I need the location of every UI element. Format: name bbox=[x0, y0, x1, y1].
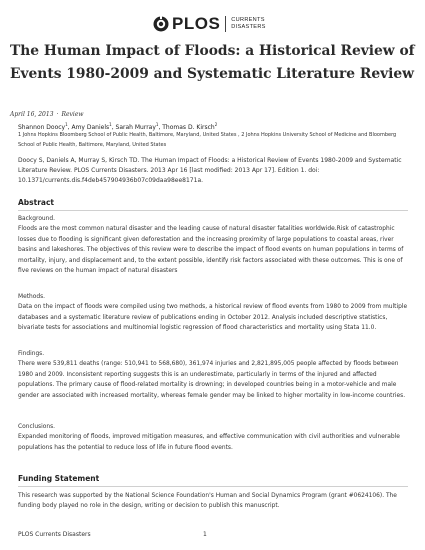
findings-text: There were 539,811 deaths (range: 510,941 to 568,680), 361,974 injuries and 2,821,895,005 people affected by floods between 1980 and 2009. Inconsistent reporting suggests this is an underestimate, particularly in terms of the injured and affected populations. The primary cause of flood-related mortality is drowning; in developed countries being in a motor-vehicle and male gender are associated with increased mortality, whereas female gender may be linked to higher mortality in low-income countries. bbox=[18, 361, 406, 399]
abstract-background bbox=[18, 214, 410, 276]
plos-logo-icon bbox=[153, 16, 169, 32]
article-type: Review bbox=[61, 111, 84, 118]
background-text: Floods are the most common natural disaster and the leading cause of natural disaster fatalities worldwide.Risk of catastrophic losses due to flooding is significant given deforestation and the increasing proximity of large populations to coastal areas, river basins and lakeshores. The objectives of this review were to describe the impact of flood events on human populations in terms of mortality, injury, and displacement and, to the extent possible, identify risk factors associated with these outcomes. This is one of five reviews on the human impact of natural disasters bbox=[18, 226, 404, 275]
funding-divider bbox=[18, 486, 408, 487]
conclusions-text: Expanded monitoring of floods, improved mitigation measures, and effective communication with civil authorities and vulnerable populations has the potential to reduce loss of life in future flood events. bbox=[18, 434, 400, 451]
logo-subtitle bbox=[231, 17, 265, 31]
logo-subtitle-line2: DISASTERS bbox=[231, 24, 266, 30]
background-label: Background. bbox=[18, 216, 56, 222]
footer-journal: PLOS Currents Disasters bbox=[18, 531, 91, 538]
author-name[interactable]: Sarah Murray bbox=[115, 124, 156, 131]
article-title: The Human Impact of Floods: a Historical Review of Events 1980-2009 and Systematic Literature Review bbox=[10, 43, 415, 82]
plos-currents-logo bbox=[153, 13, 266, 35]
conclusions-label: Conclusions. bbox=[18, 424, 56, 430]
article-meta bbox=[10, 111, 84, 118]
funding-heading: Funding Statement bbox=[18, 474, 100, 483]
abstract-heading: Abstract bbox=[18, 198, 55, 207]
author-affiliation-number: 1 bbox=[155, 122, 159, 127]
page-number: 1 bbox=[203, 531, 207, 538]
methods-text: Data on the impact of floods were compiled using two methods, a historical review of flood events from 1980 to 2009 from multiple databases and a systematic literature review of publications ending in October 2012. Analysis included descriptive statistics, bivariate tests for associations and multinomial logistic regression of flood characteristics and mortality using Stata 11.0. bbox=[18, 304, 408, 332]
author-list: Shannon Doocy$^1$, Amy Daniels$^1$, Sarah Murray$^1$, Thomas D. Kirsch$^2$ bbox=[18, 122, 218, 131]
abstract-divider bbox=[18, 210, 408, 211]
meta-separator: · bbox=[56, 111, 59, 118]
author-affiliation-number: 1 bbox=[65, 122, 68, 127]
abstract-methods bbox=[18, 292, 410, 334]
author-name[interactable]: Thomas D. Kirsch bbox=[162, 124, 215, 131]
author-affiliation-number: 2 bbox=[214, 122, 218, 127]
page-footer bbox=[18, 531, 413, 538]
logo-subtitle-line1: CURRENTS bbox=[231, 17, 265, 23]
logo-divider bbox=[225, 16, 226, 32]
findings-label: Findings. bbox=[18, 351, 45, 357]
funding-statement: This research was supported by the National Science Foundation's Human and Social Dynamics Program (grant #0624106). The funding body played no role in the design, writing or decision to publish this manuscript. bbox=[18, 493, 397, 510]
abstract-findings bbox=[18, 349, 410, 401]
abstract-conclusions bbox=[18, 422, 410, 453]
author-name[interactable]: Shannon Doocy bbox=[18, 124, 66, 131]
author-name[interactable]: Amy Daniels bbox=[71, 124, 110, 131]
logo-wordmark: PLOS bbox=[172, 14, 221, 33]
publication-date: April 16, 2013 bbox=[10, 111, 54, 118]
citation: Doocy S, Daniels A, Murray S, Kirsch TD. The Human Impact of Floods: a Historical Review of Events 1980-2009 and Systematic Literature Review. PLOS Currents Disasters. 2013 Apr 16 [last modified: 2013 Apr 17]. Edition 1. doi: 10.1371/currents.dis.f4deb457904936b07c09daa98ee8171a. bbox=[18, 157, 402, 184]
affiliations: 1 Johns Hopkins Bloomberg School of Public Health, Baltimore, Maryland, United States , 2 Johns Hopkins University School of Medicine and Bloomberg School of Public Health, Baltimore, Maryland, United States bbox=[18, 132, 397, 148]
methods-label: Methods. bbox=[18, 294, 46, 300]
author-affiliation-number: 1 bbox=[109, 122, 112, 127]
